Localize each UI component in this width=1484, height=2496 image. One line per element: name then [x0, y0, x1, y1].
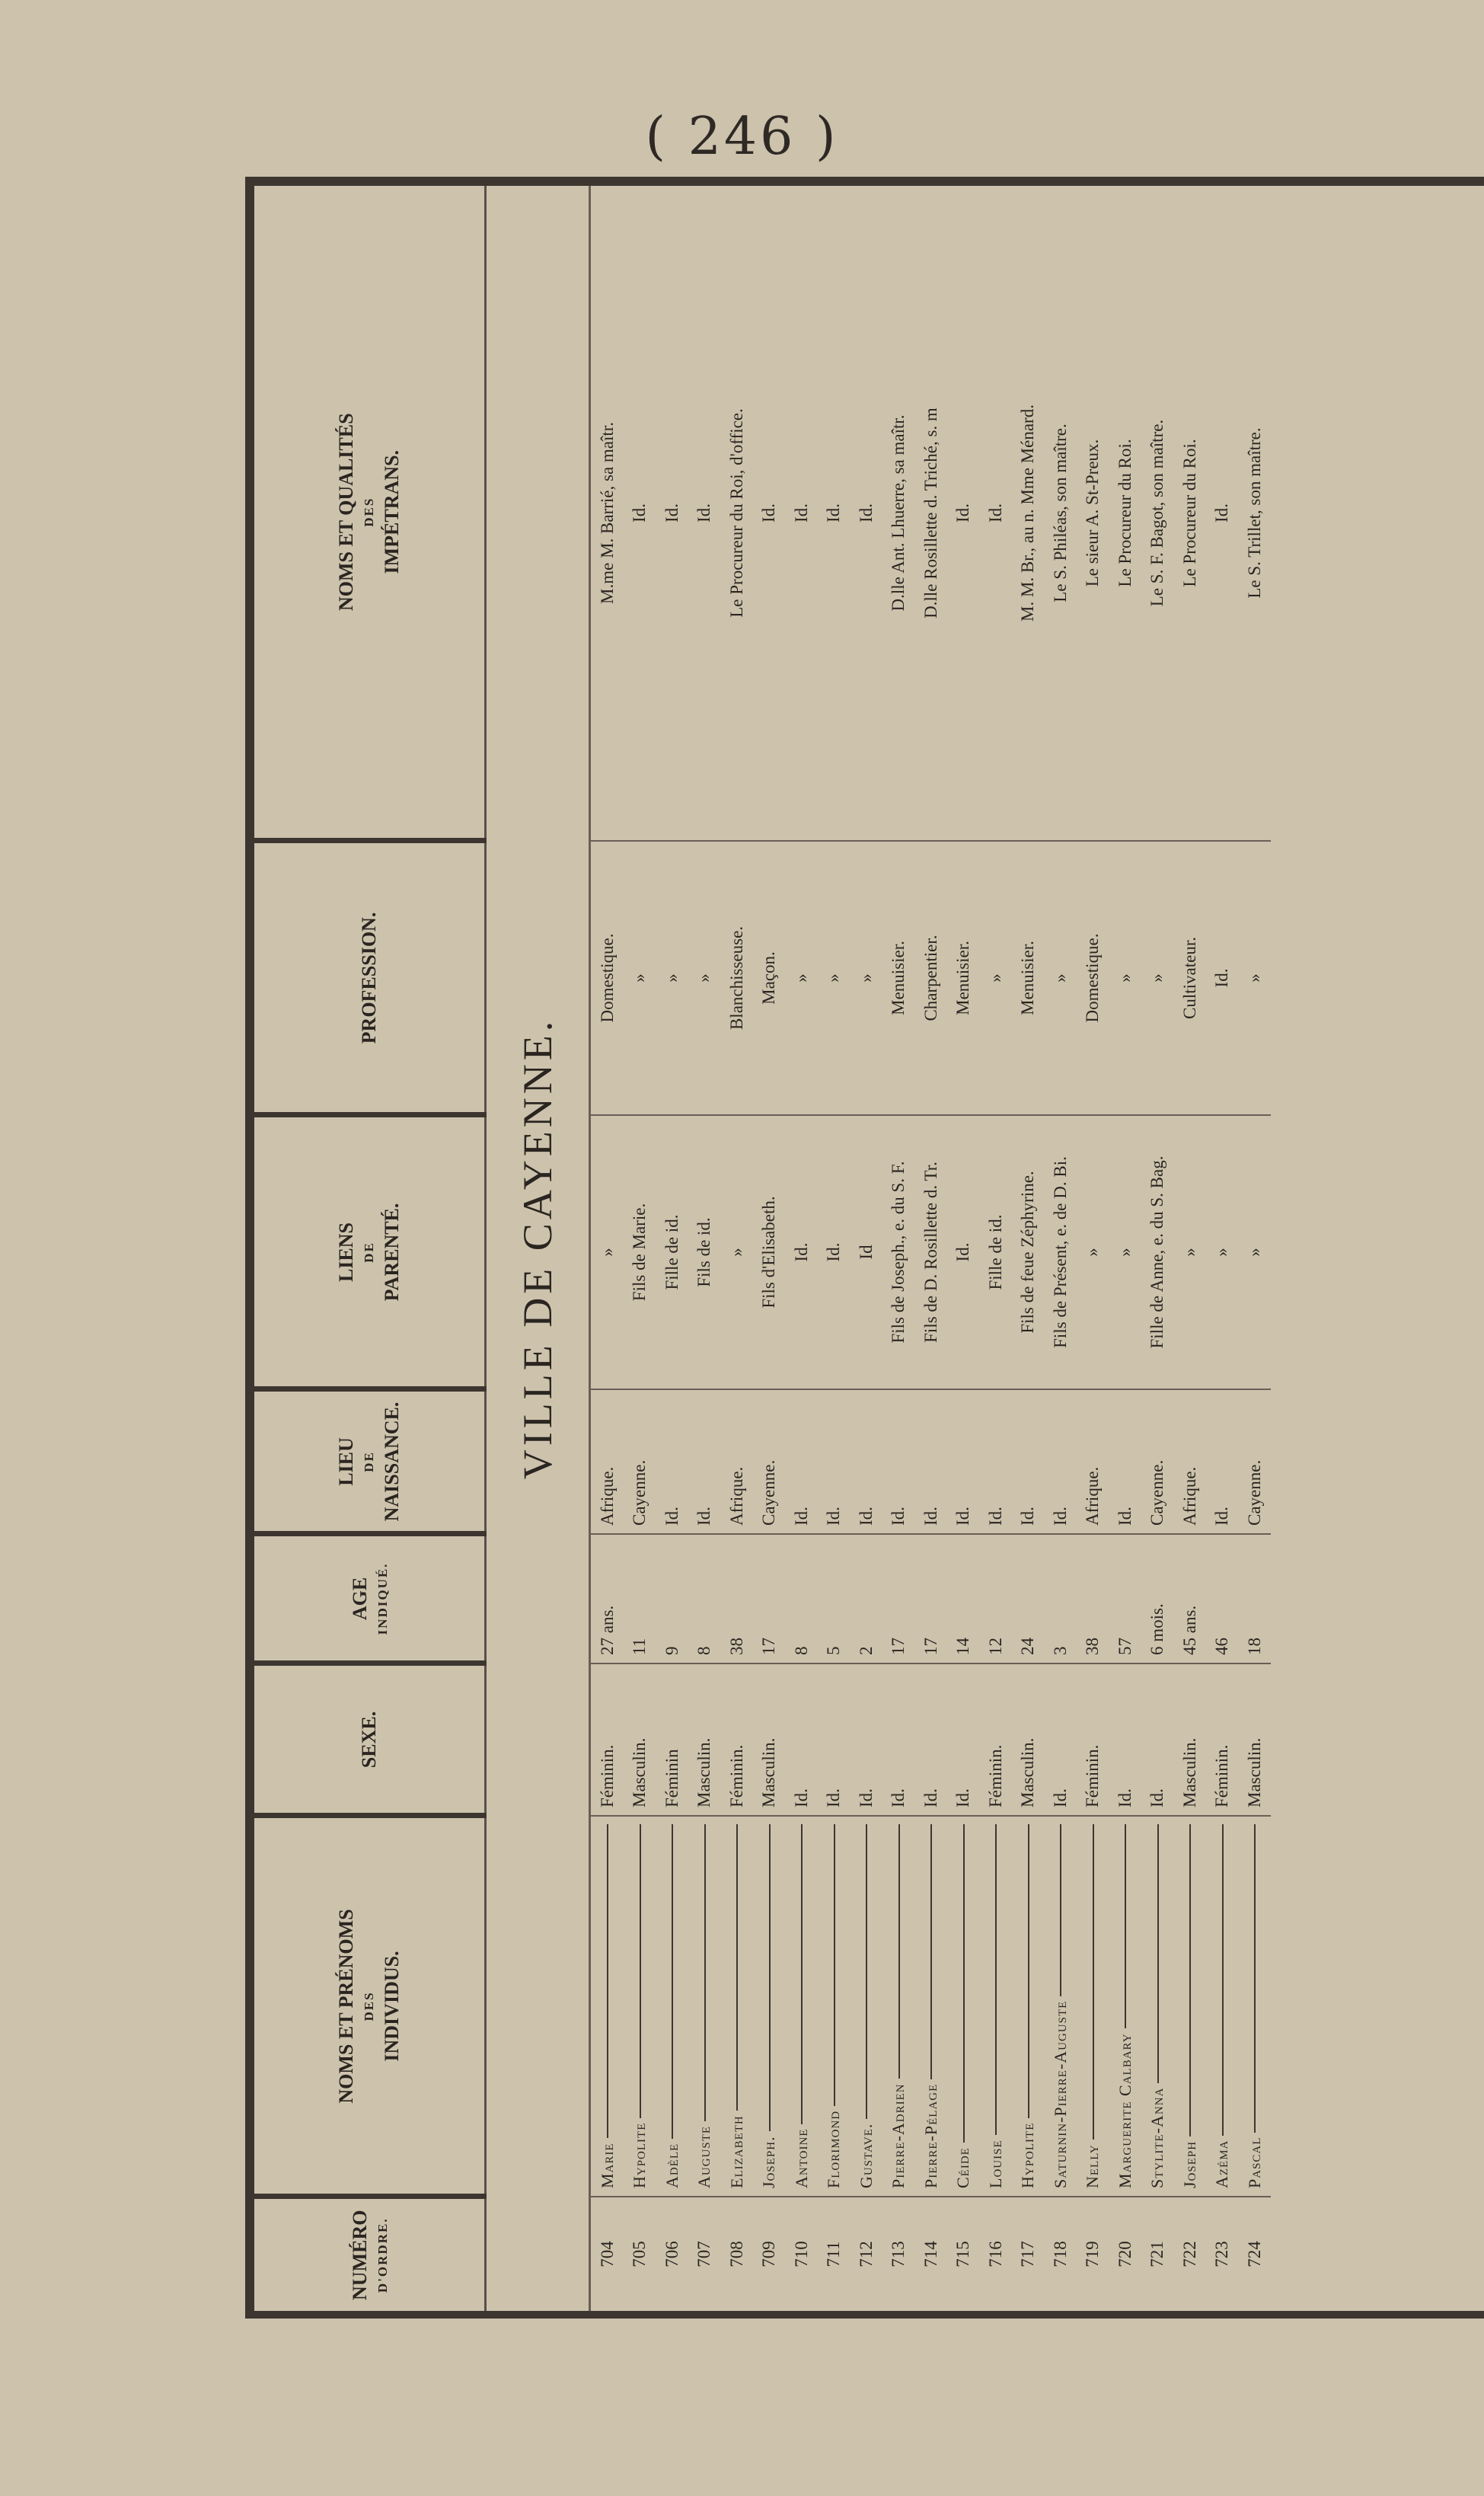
cell-numero: 710: [785, 2197, 818, 2311]
individual-name: Hypolite: [1020, 2118, 1036, 2188]
section-title-row: [486, 186, 590, 2311]
cell-impetrant: Id.: [759, 503, 779, 523]
individual-name: Elizabeth: [729, 2111, 745, 2188]
individual-name: Joseph.: [761, 2131, 777, 2188]
cell-lieu: Cayenne.: [624, 1389, 656, 1534]
cell-sexe: Id.: [947, 1663, 980, 1816]
header-lieu: LIEU DE NAISSANCE.: [254, 1389, 486, 1534]
cell-lieu: Afrique.: [720, 1389, 753, 1534]
cell-profession: Domestique.: [590, 841, 624, 1115]
cell-sexe: Masculin.: [1012, 1663, 1045, 1816]
cell-numero: 707: [688, 2197, 721, 2311]
individual-name: Louise: [988, 2135, 1004, 2188]
cell-sexe: Id.: [914, 1663, 947, 1816]
cell-numero: 719: [1077, 2197, 1109, 2311]
cell-age: 8: [688, 1534, 721, 1663]
header-age: AGE INDIQUÉ.: [254, 1534, 486, 1663]
cell-age: 17: [882, 1534, 915, 1663]
table-row: [979, 186, 1012, 2311]
table-row: [1044, 186, 1077, 2311]
cell-sexe: Masculin.: [753, 1663, 786, 1816]
cell-profession: Maçon.: [753, 841, 786, 1115]
cell-impetrant: Le sieur A. St-Preux.: [1083, 439, 1103, 587]
cell-liens: Fils d'Elisabeth.: [753, 1115, 786, 1389]
cell-sexe: Id.: [1044, 1663, 1077, 1816]
table-row: [688, 186, 721, 2311]
cell-impetrant: Id.: [791, 503, 811, 523]
cell-profession: Id.: [1206, 841, 1239, 1115]
cell-profession: »: [1044, 841, 1077, 1115]
header-numero: NUMÉRO D'ORDRE.: [254, 2197, 486, 2311]
cell-nom: [850, 1816, 882, 2197]
individual-name: Florimond: [825, 2106, 842, 2188]
register-table-rotated: [254, 186, 1484, 2311]
cell-nom: [1141, 1816, 1174, 2197]
cell-lieu: Id.: [914, 1389, 947, 1534]
table-row: [947, 186, 980, 2311]
cell-impetrant: Id.: [985, 503, 1005, 523]
cell-numero: 712: [850, 2197, 882, 2311]
cell-sexe: Féminin.: [979, 1663, 1012, 1816]
cell-profession: Menuisier.: [1012, 841, 1045, 1115]
cell-profession: Blanchisseuse.: [720, 841, 753, 1115]
cell-lieu: Cayenne.: [1238, 1389, 1271, 1534]
header-row: [254, 186, 486, 2311]
cell-lieu: Id.: [785, 1389, 818, 1534]
cell-nom: [1077, 1816, 1109, 2197]
cell-numero: 709: [753, 2197, 786, 2311]
cell-impetrant: Le S. F. Bagot, son maître.: [1147, 419, 1167, 607]
cell-profession: »: [688, 841, 721, 1115]
individual-name: Pascal: [1246, 2133, 1263, 2188]
cell-nom: [753, 1816, 786, 2197]
header-noms: NOMS ET PRÉNOMS DES INDIVIDUS.: [254, 1816, 486, 2197]
cell-age: 18: [1238, 1534, 1271, 1663]
cell-liens: Fils de Joseph., e. du S. F.: [882, 1115, 915, 1389]
cell-liens: »: [1206, 1115, 1239, 1389]
cell-liens: Fils de feue Zéphyrine.: [1012, 1115, 1045, 1389]
cell-impetrant: M.me M. Barrié, sa maîtr.: [597, 422, 617, 604]
cell-impetrant: Le S. Trillet, son maître.: [1244, 427, 1264, 599]
cell-impetrant: Le S. Philéas, son maître.: [1050, 423, 1070, 602]
cell-lieu: Id.: [1012, 1389, 1045, 1534]
cell-impetrant: Id.: [856, 503, 876, 523]
cell-numero: 705: [624, 2197, 656, 2311]
cell-numero: 716: [979, 2197, 1012, 2311]
table-row: [624, 186, 656, 2311]
cell-nom: [1012, 1816, 1045, 2197]
cell-lieu: Id.: [947, 1389, 980, 1534]
cell-profession: Domestique.: [1077, 841, 1109, 1115]
cell-sexe: Id.: [818, 1663, 851, 1816]
cell-age: 46: [1206, 1534, 1239, 1663]
cell-nom: [979, 1816, 1012, 2197]
cell-numero: 714: [914, 2197, 947, 2311]
cell-lieu: Cayenne.: [1141, 1389, 1174, 1534]
cell-lieu: Afrique.: [590, 1389, 624, 1534]
header-impetrans: NOMS ET QUALITÉS DES IMPÉTRANS.: [254, 186, 486, 841]
cell-age: 9: [656, 1534, 688, 1663]
cell-profession: »: [818, 841, 851, 1115]
cell-numero: 717: [1012, 2197, 1045, 2311]
cell-sexe: Masculin.: [1173, 1663, 1206, 1816]
cell-nom: [785, 1816, 818, 2197]
cell-sexe: Id.: [785, 1663, 818, 1816]
cell-age: 57: [1109, 1534, 1141, 1663]
cell-numero: 718: [1044, 2197, 1077, 2311]
cell-profession: »: [624, 841, 656, 1115]
table-row: [753, 186, 786, 2311]
cell-profession: »: [1238, 841, 1271, 1115]
cell-sexe: Masculin.: [688, 1663, 721, 1816]
cell-lieu: Id.: [979, 1389, 1012, 1534]
cell-liens: Fils de D. Rosillette d. Tr.: [914, 1115, 947, 1389]
table-row: [1077, 186, 1109, 2311]
cell-profession: »: [979, 841, 1012, 1115]
cell-nom: [688, 1816, 721, 2197]
cell-impetrant: Le Procureur du Roi, d'office.: [726, 408, 746, 618]
cell-lieu: Afrique.: [1173, 1389, 1206, 1534]
table-row: [1206, 186, 1239, 2311]
cell-profession: »: [656, 841, 688, 1115]
cell-profession: Menuisier.: [882, 841, 915, 1115]
cell-liens: »: [1173, 1115, 1206, 1389]
register-sheet: [245, 177, 1484, 2319]
cell-numero: 708: [720, 2197, 753, 2311]
table-row: [1109, 186, 1141, 2311]
cell-nom: [1238, 1816, 1271, 2197]
cell-numero: 721: [1141, 2197, 1174, 2311]
cell-nom: [624, 1816, 656, 2197]
individual-name: Antoine: [793, 2124, 810, 2188]
cell-profession: »: [1109, 841, 1141, 1115]
table-row: [720, 186, 753, 2311]
section-title: VILLE DE CAYENNE.: [486, 186, 590, 2311]
register-rows: [590, 186, 1271, 2311]
table-row: [882, 186, 915, 2311]
cell-age: 12: [979, 1534, 1012, 1663]
individual-name: Azéma: [1214, 2136, 1230, 2188]
table-row: [1173, 186, 1206, 2311]
cell-liens: »: [1238, 1115, 1271, 1389]
cell-profession: »: [1141, 841, 1174, 1115]
table-row: [785, 186, 818, 2311]
cell-numero: 722: [1173, 2197, 1206, 2311]
cell-impetrant: Id.: [824, 503, 844, 523]
cell-impetrant: Le Procureur du Roi.: [1179, 439, 1199, 587]
cell-nom: [656, 1816, 688, 2197]
cell-sexe: Id.: [882, 1663, 915, 1816]
table-row: [850, 186, 882, 2311]
cell-age: 45 ans.: [1173, 1534, 1206, 1663]
cell-nom: [1109, 1816, 1141, 2197]
cell-numero: 715: [947, 2197, 980, 2311]
cell-impetrant: Id.: [630, 503, 649, 523]
individual-name: Marie: [599, 2138, 616, 2188]
table-row: [914, 186, 947, 2311]
cell-lieu: Id.: [1044, 1389, 1077, 1534]
cell-nom: [914, 1816, 947, 2197]
cell-age: 38: [1077, 1534, 1109, 1663]
cell-liens: »: [1077, 1115, 1109, 1389]
cell-impetrant: Id.: [1212, 503, 1232, 523]
cell-nom: [947, 1816, 980, 2197]
cell-numero: 706: [656, 2197, 688, 2311]
cell-numero: 713: [882, 2197, 915, 2311]
cell-liens: Fils de Présent, e. de D. Bi.: [1044, 1115, 1077, 1389]
cell-profession: »: [785, 841, 818, 1115]
cell-age: 24: [1012, 1534, 1045, 1663]
cell-impetrant: Id.: [662, 503, 681, 523]
table-row: [1141, 186, 1174, 2311]
individual-name: Céide: [955, 2143, 972, 2188]
cell-liens: Fille de Anne, e. du S. Bag.: [1141, 1115, 1174, 1389]
table-row: [1012, 186, 1045, 2311]
cell-lieu: Id.: [656, 1389, 688, 1534]
cell-sexe: Féminin.: [1206, 1663, 1239, 1816]
cell-liens: »: [590, 1115, 624, 1389]
header-profession: PROFESSION.: [254, 841, 486, 1115]
cell-nom: [1044, 1816, 1077, 2197]
cell-numero: 720: [1109, 2197, 1141, 2311]
cell-age: 6 mois.: [1141, 1534, 1174, 1663]
cell-age: 14: [947, 1534, 980, 1663]
register-table: [254, 186, 1271, 2311]
cell-age: 3: [1044, 1534, 1077, 1663]
cell-lieu: Id.: [882, 1389, 915, 1534]
cell-sexe: Féminin.: [1077, 1663, 1109, 1816]
cell-liens: Id.: [818, 1115, 851, 1389]
individual-name: Hypolite: [631, 2118, 648, 2188]
individual-name: Pierre-Pélage: [923, 2079, 940, 2188]
cell-liens: Fils de Marie.: [624, 1115, 656, 1389]
cell-age: 11: [624, 1534, 656, 1663]
cell-liens: Id: [850, 1115, 882, 1389]
cell-sexe: Id.: [1109, 1663, 1141, 1816]
cell-sexe: Masculin.: [1238, 1663, 1271, 1816]
cell-nom: [882, 1816, 915, 2197]
individual-name: Gustave.: [858, 2119, 875, 2188]
cell-age: 27 ans.: [590, 1534, 624, 1663]
individual-name: Nelly: [1084, 2140, 1101, 2188]
cell-nom: [590, 1816, 624, 2197]
cell-nom: [818, 1816, 851, 2197]
cell-age: 17: [753, 1534, 786, 1663]
cell-impetrant: Le Procureur du Roi.: [1115, 439, 1135, 587]
cell-liens: »: [720, 1115, 753, 1389]
cell-liens: »: [1109, 1115, 1141, 1389]
cell-numero: 704: [590, 2197, 624, 2311]
cell-lieu: Cayenne.: [753, 1389, 786, 1534]
cell-profession: Menuisier.: [947, 841, 980, 1115]
cell-lieu: Id.: [688, 1389, 721, 1534]
cell-liens: Fille de id.: [979, 1115, 1012, 1389]
header-liens: LIENS DE PARENTÉ.: [254, 1115, 486, 1389]
cell-lieu: Id.: [1109, 1389, 1141, 1534]
cell-impetrant: D.lle Ant. Lhuerre, sa maîtr.: [889, 414, 908, 612]
cell-sexe: Masculin.: [624, 1663, 656, 1816]
cell-profession: Cultivateur.: [1173, 841, 1206, 1115]
cell-liens: Fille de id.: [656, 1115, 688, 1389]
cell-profession: »: [850, 841, 882, 1115]
cell-age: 38: [720, 1534, 753, 1663]
cell-sexe: Id.: [850, 1663, 882, 1816]
cell-lieu: Afrique.: [1077, 1389, 1109, 1534]
table-row: [1238, 186, 1271, 2311]
cell-sexe: Féminin.: [590, 1663, 624, 1816]
cell-age: 2: [850, 1534, 882, 1663]
cell-impetrant: Id.: [694, 503, 714, 523]
cell-profession: Charpentier.: [914, 841, 947, 1115]
table-row: [590, 186, 624, 2311]
cell-impetrant: Id.: [953, 503, 973, 523]
cell-liens: Fils de id.: [688, 1115, 721, 1389]
cell-age: 17: [914, 1534, 947, 1663]
individual-name: Marguerite Calbary: [1117, 2028, 1134, 2188]
cell-lieu: Id.: [818, 1389, 851, 1534]
cell-impetrant: M. M. Br., au n. Mme Ménard.: [1018, 404, 1038, 622]
table-row: [818, 186, 851, 2311]
page-number: ( 246 ): [645, 107, 839, 167]
cell-lieu: Id.: [1206, 1389, 1239, 1534]
cell-liens: Id.: [785, 1115, 818, 1389]
cell-nom: [1206, 1816, 1239, 2197]
cell-numero: 723: [1206, 2197, 1239, 2311]
cell-nom: [1173, 1816, 1206, 2197]
individual-name: Adèle: [664, 2139, 681, 2188]
individual-name: Stylite-Anna: [1149, 2083, 1166, 2188]
cell-sexe: Féminin.: [720, 1663, 753, 1816]
header-sexe: SEXE.: [254, 1663, 486, 1816]
cell-numero: 711: [818, 2197, 851, 2311]
cell-sexe: Id.: [1141, 1663, 1174, 1816]
cell-numero: 724: [1238, 2197, 1271, 2311]
cell-lieu: Id.: [850, 1389, 882, 1534]
individual-name: Saturnin-Pierre-Auguste: [1052, 1996, 1069, 2188]
individual-name: Pierre-Adrien: [890, 2079, 907, 2188]
table-row: [656, 186, 688, 2311]
cell-age: 8: [785, 1534, 818, 1663]
individual-name: Joseph: [1182, 2136, 1198, 2188]
individual-name: Auguste: [696, 2121, 713, 2188]
cell-age: 5: [818, 1534, 851, 1663]
cell-nom: [720, 1816, 753, 2197]
cell-liens: Id.: [947, 1115, 980, 1389]
cell-impetrant: D.lle Rosillette d. Triché, s. m: [921, 407, 940, 618]
cell-sexe: Féminin: [656, 1663, 688, 1816]
